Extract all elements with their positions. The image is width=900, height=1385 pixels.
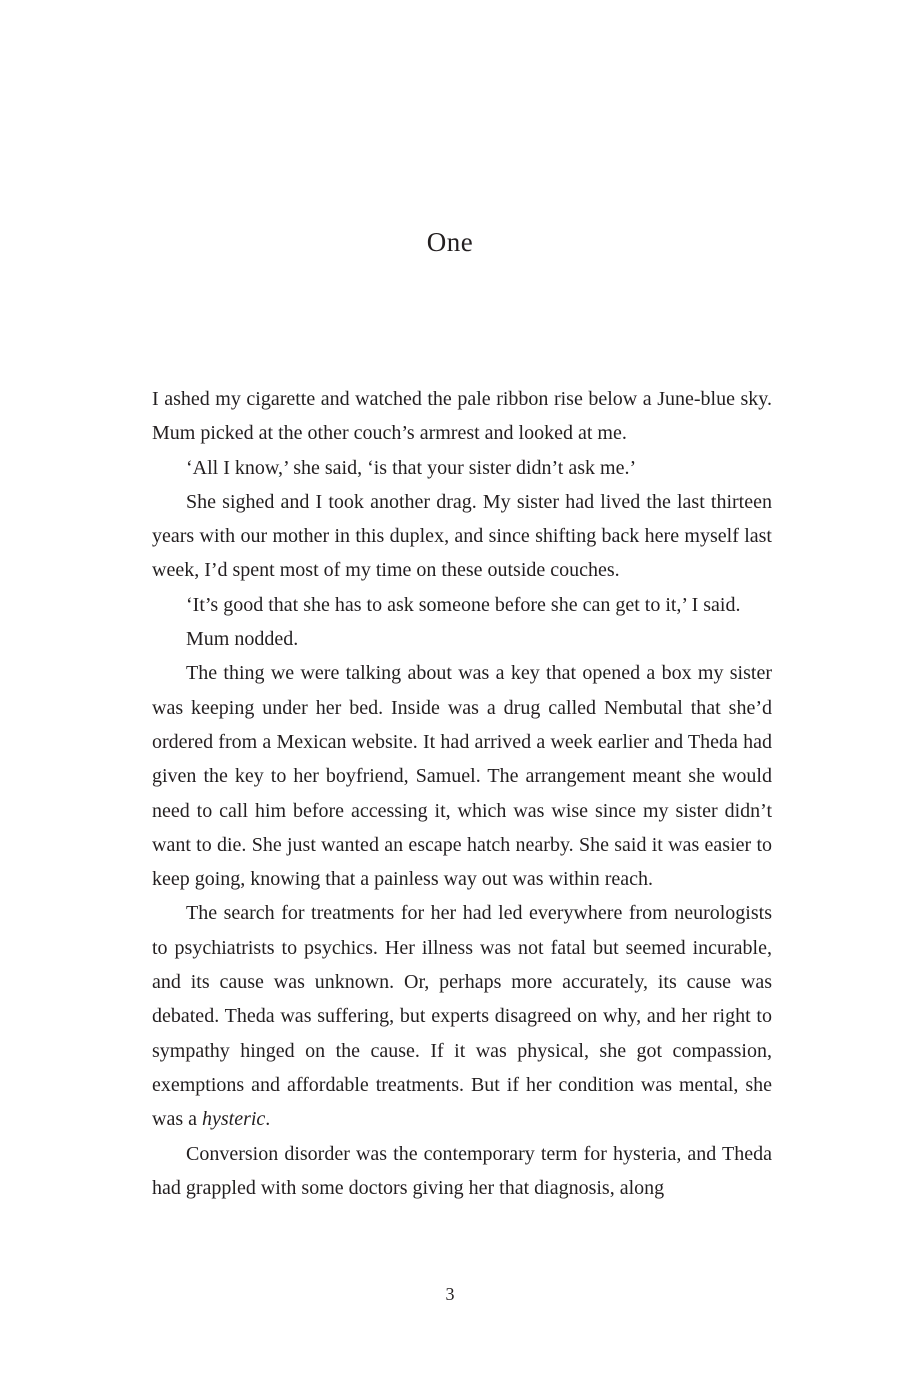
emphasis-hysteric: hysteric xyxy=(201,1108,266,1131)
paragraph-6: The thing we were talking about was a key that opened a box my sister was keeping under her bed. Inside was a drug called Nembutal that she’d ordered from a Mexican website. It had arrived a week earlier and Theda had given the key to her boyfriend, Samuel. The arrangement meant she would need to call him before accessing it, which was wise since my sister didn’t want to die. She just wanted an escape hatch nearby. She said it was easier to keep going, knowing that a painless way out was within reach. xyxy=(152,662,772,891)
paragraph-2: ‘All I know,’ she said, ‘is that your sister didn’t ask me.’ xyxy=(186,456,637,479)
paragraph-3: She sighed and I took another drag. My sister had lived the last thirteen years with our mother in this duplex, and since shifting back here myself last week, I’d spent most of my time on these outside couches. xyxy=(152,490,772,582)
paragraph-7 xyxy=(152,896,772,1136)
paragraph-8: Conversion disorder was the contemporary term for hysteria, and Theda had grappled with some doctors giving her that diagnosis, along xyxy=(152,1142,772,1199)
page-number: 3 xyxy=(445,1284,455,1304)
chapter-title: One xyxy=(426,227,474,257)
paragraph-1: I ashed my cigarette and watched the pale ribbon rise below a June-blue sky. Mum picked at the other couch’s armrest and looked at me. xyxy=(152,388,772,445)
paragraph-5: Mum nodded. xyxy=(186,628,299,651)
paragraph-7-text: The search for treatments for her had led everywhere from neurologists to psychiatrists to psychics. Her illness was not fatal but seemed incurable, and its cause was unknown. Or, perhaps more accurately, its cause was debated. Theda was suffering, but experts disagreed on why, and her right to sympathy hinged on the cause. If it was physical, she got compassion, exemptions and affordable treatments. But if her condition was mental, she was a xyxy=(152,902,772,1131)
body-text xyxy=(152,382,772,1205)
paragraph-7-after: . xyxy=(265,1108,271,1131)
paragraph-4: ‘It’s good that she has to ask someone before she can get to it,’ I said. xyxy=(186,593,741,616)
